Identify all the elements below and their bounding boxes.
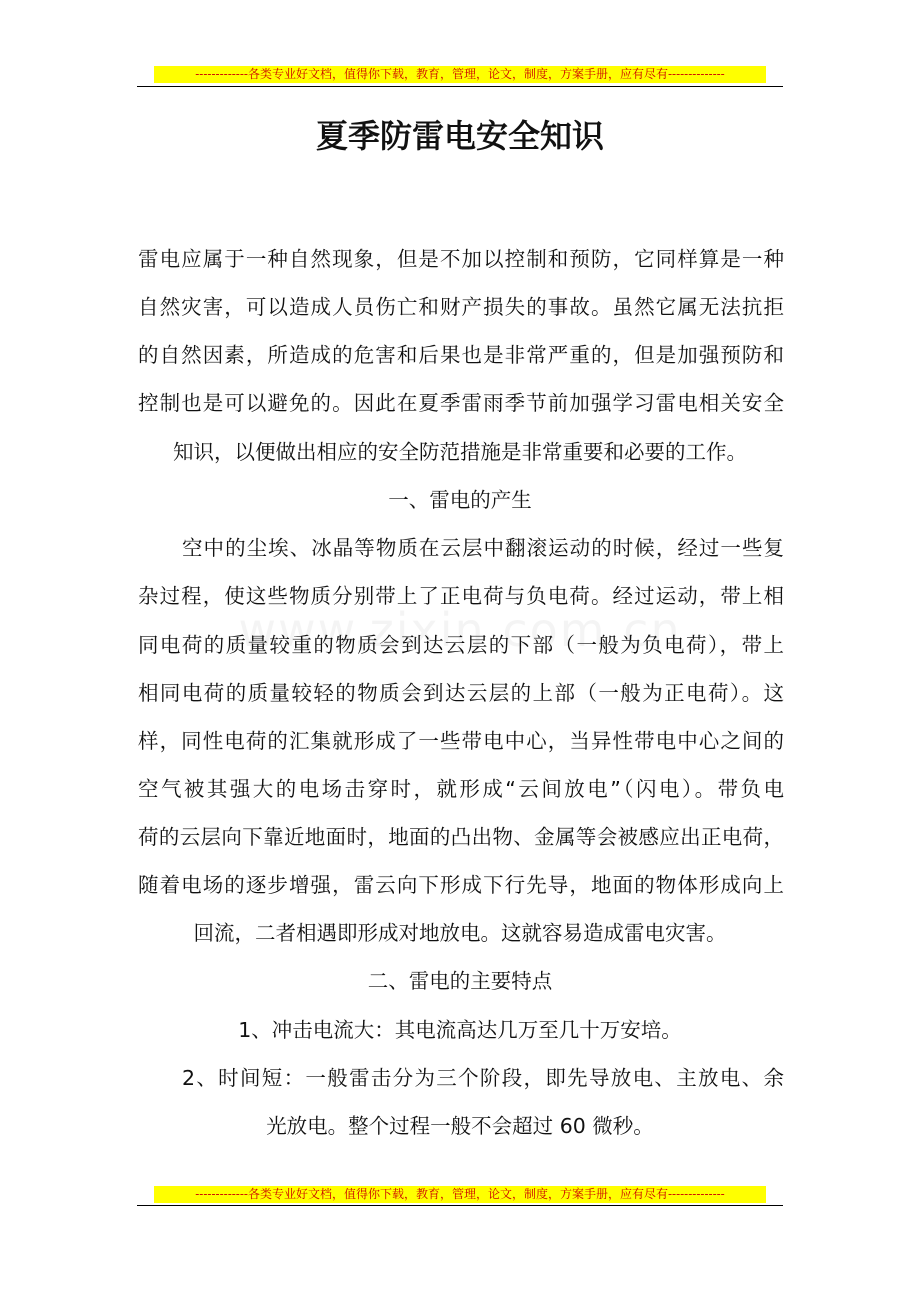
intro-line: 雷电应属于一种自然现象，但是不加以控制和预防，它同样算是一种 [138,247,784,271]
list-item: 1、冲击电流大：其电流高达几万至几十万安培。 [238,1018,682,1042]
section-heading: 一、雷电的产生 [388,488,532,512]
footer-rule [137,1205,783,1206]
paragraph-line: 空中的尘埃、冰晶等物质在云层中翻滚运动的时候，经过一些复 [182,536,784,560]
document-title: 夏季防雷电安全知识 [315,117,604,155]
section-heading: 二、雷电的主要特点 [367,969,553,993]
paragraph-line: 荷的云层向下靠近地面时，地面的凸出物、金属等会被感应出正电荷， [138,825,784,849]
paragraph-line: 回流，二者相遇即形成对地放电。这就容易造成雷电灾害。 [193,921,727,945]
intro-line: 的自然因素，所造成的危害和后果也是非常严重的，但是加强预防和 [138,343,784,367]
header-banner: -------------各类专业好文档，值得你下载，教育，管理，论文，制度，方案手册，应有尽有-------------- [154,66,766,83]
paragraph-line: 样，同性电荷的汇集就形成了一些带电中心，当异性带电中心之间的 [138,729,784,753]
intro-line: 知识，以便做出相应的安全防范措施是非常重要和必要的工作。 [173,440,747,464]
intro-line: 控制也是可以避免的。因此在夏季雷雨季节前加强学习雷电相关安全 [138,391,784,415]
list-item: 光放电。整个过程一般不会超过 60 微秒。 [266,1114,654,1138]
paragraph-line: 空气被其强大的电场击穿时，就形成“云间放电”（闪电）。带负电 [138,777,784,801]
intro-line: 自然灾害，可以造成人员伤亡和财产损失的事故。虽然它属无法抗拒 [138,295,784,319]
header-rule [137,86,783,87]
footer-banner: -------------各类专业好文档，值得你下载，教育，管理，论文，制度，方案手册，应有尽有-------------- [154,1186,766,1203]
list-item: 2、时间短：一般雷击分为三个阶段，即先导放电、主放电、余 [182,1066,784,1090]
paragraph-line: 杂过程，使这些物质分别带上了正电荷与负电荷。经过运动，带上相 [138,584,784,608]
paragraph-line: 相同电荷的质量较轻的物质会到达云层的上部（一般为正电荷）。这 [138,681,784,705]
paragraph-line: 随着电场的逐步增强，雷云向下形成下行先导，地面的物体形成向上 [138,873,784,897]
paragraph-line: 同电荷的质量较重的物质会到达云层的下部（一般为负电荷），带上 [138,633,784,657]
